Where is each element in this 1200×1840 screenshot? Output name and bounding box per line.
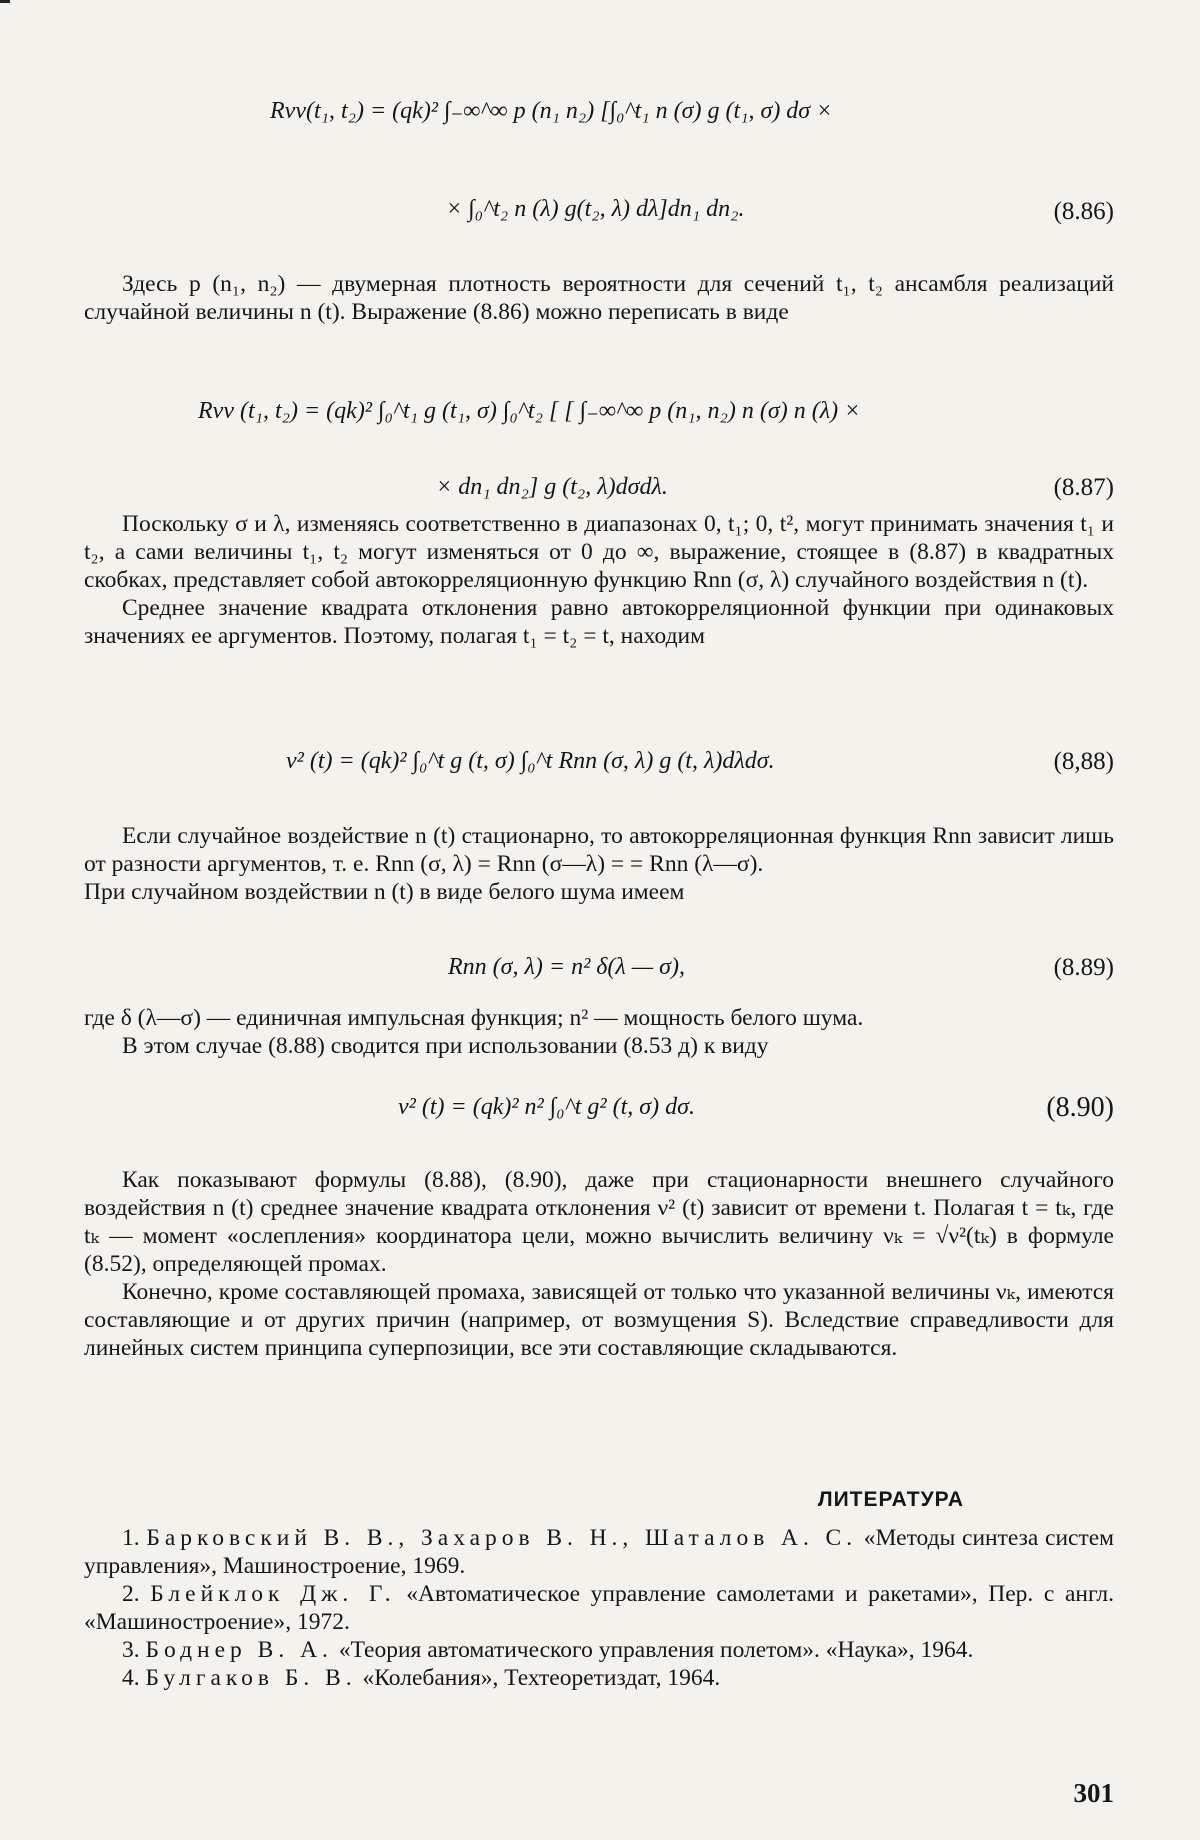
reference-item: 1. Барковский В. В., Захаров В. Н., Шаталов А. С. «Методы синтеза систем управления», Машиностроение, 1969. <box>84 1525 1115 1579</box>
paragraph-text: Поскольку σ и λ, изменяясь соответственно в диапазонах 0, t₁; 0, t², могут принимать значения t₁ и t₂, а сами величины t₁, t₂ могут изменяться от 0 до ∞, выражение, стоящее в (8.87) в квадратных скобках, представляет собой автокорреляционную функцию Rnn (σ, λ) случайного воздействия n (t). <box>84 511 1114 593</box>
equation-8-86-line2: × ∫₀^t₂ n (λ) g(t₂, λ) dλ]dn₁ dn₂. <box>446 196 745 222</box>
paragraph-text: Как показывают формулы (8.88), (8.90), даже при стационарности внешнего случайного воздействия n (t) среднее значение квадрата отклонения ν² (t) зависит от времени t. Полагая t = tₖ, где tₖ — момент «ослепления» координатора цели, можно вычислить величину νₖ = √ν²(tₖ) в формуле (8.52), определяющей промах. <box>84 1167 1114 1277</box>
reference-item: 3. Боднер В. А. «Теория автоматического управления полетом». «Наука», 1964. <box>122 1637 974 1663</box>
equation-number-8-87: (8.87) <box>1053 474 1114 501</box>
paragraph-text: В этом случае (8.88) сводится при использовании (8.53 д) к виду <box>122 1033 769 1059</box>
reference-item: 2. Блейклок Дж. Г. «Автоматическое управление самолетами и ракетами», Пер. с англ. «Машиностроение», 1972. <box>84 1581 1114 1635</box>
equation-8-90: ν² (t) = (qk)² n² ∫₀^t g² (t, σ) dσ. <box>398 1094 695 1120</box>
paragraph-text: Конечно, кроме составляющей промаха, зависящей от только что указанной величины νₖ, имеются составляющие и от других причин (например, от возмущения S). Вследствие справедливости для линейных систем принципа суперпозиции, все эти составляющие складываются. <box>84 1279 1114 1361</box>
paragraph-text: Здесь p (n₁, n₂) — двумерная плотность вероятности для сечений t₁, t₂ ансамбля реализаций случайной величины n (t). Выражение (8.86) можно переписать в виде <box>84 271 1114 325</box>
equation-8-89: Rnn (σ, λ) = n² δ(λ — σ), <box>448 954 685 980</box>
equation-8-87-line2: × dn₁ dn₂] g (t₂, λ)dσdλ. <box>436 474 668 500</box>
reference-item: 4. Булгаков Б. В. «Колебания», Техтеоретиздат, 1964. <box>122 1665 721 1691</box>
scan-edge-mark <box>0 0 10 3</box>
equation-number-8-89: (8.89) <box>1053 954 1114 981</box>
paragraph-text: Если случайное воздействие n (t) стационарно, то автокорреляционная функция Rnn зависит лишь от разности аргументов, т. е. Rnn (σ, λ) = Rnn (σ—λ) = = Rnn (λ—σ). <box>84 823 1114 877</box>
paragraph-text: где δ (λ—σ) — единичная импульсная функция; n² — мощность белого шума. <box>84 1005 864 1031</box>
equation-8-88: ν² (t) = (qk)² ∫₀^t g (t, σ) ∫₀^t Rnn (σ, λ) g (t, λ)dλdσ. <box>286 748 775 774</box>
equation-number-8-88: (8,88) <box>1053 748 1114 775</box>
equation-8-87-line1: Rνν (t₁, t₂) = (qk)² ∫₀^t₁ g (t₁, σ) ∫₀^t₂ [ [ ∫₋∞^∞ p (n₁, n₂) n (σ) n (λ) × <box>198 398 861 424</box>
page-number: 301 <box>1073 1778 1114 1808</box>
equation-number-8-90: (8.90) <box>1046 1092 1114 1123</box>
references-list <box>84 1524 1114 1692</box>
equation-8-86-line1: Rνν(t₁, t₂) = (qk)² ∫₋∞^∞ p (n₁ n₂) [∫₀^t₁ n (σ) g (t₁, σ) dσ × <box>270 98 833 124</box>
paragraph-stationary <box>84 822 1114 906</box>
references-heading: ЛИТЕРАТУРА <box>817 1488 964 1511</box>
paragraph-text: При случайном воздействии n (t) в виде белого шума имеем <box>84 879 685 905</box>
paragraph-density <box>84 270 1114 326</box>
paragraph-miss <box>84 1166 1114 1362</box>
paragraph-text: Среднее значение квадрата отклонения равно автокорреляционной функции при одинаковых значениях ее аргументов. Поэтому, полагая t₁ = t₂ = t, находим <box>84 595 1114 649</box>
paragraph-autocorrelation <box>84 510 1114 650</box>
paragraph-white-noise <box>84 1004 1114 1060</box>
equation-number-8-86: (8.86) <box>1053 198 1114 225</box>
